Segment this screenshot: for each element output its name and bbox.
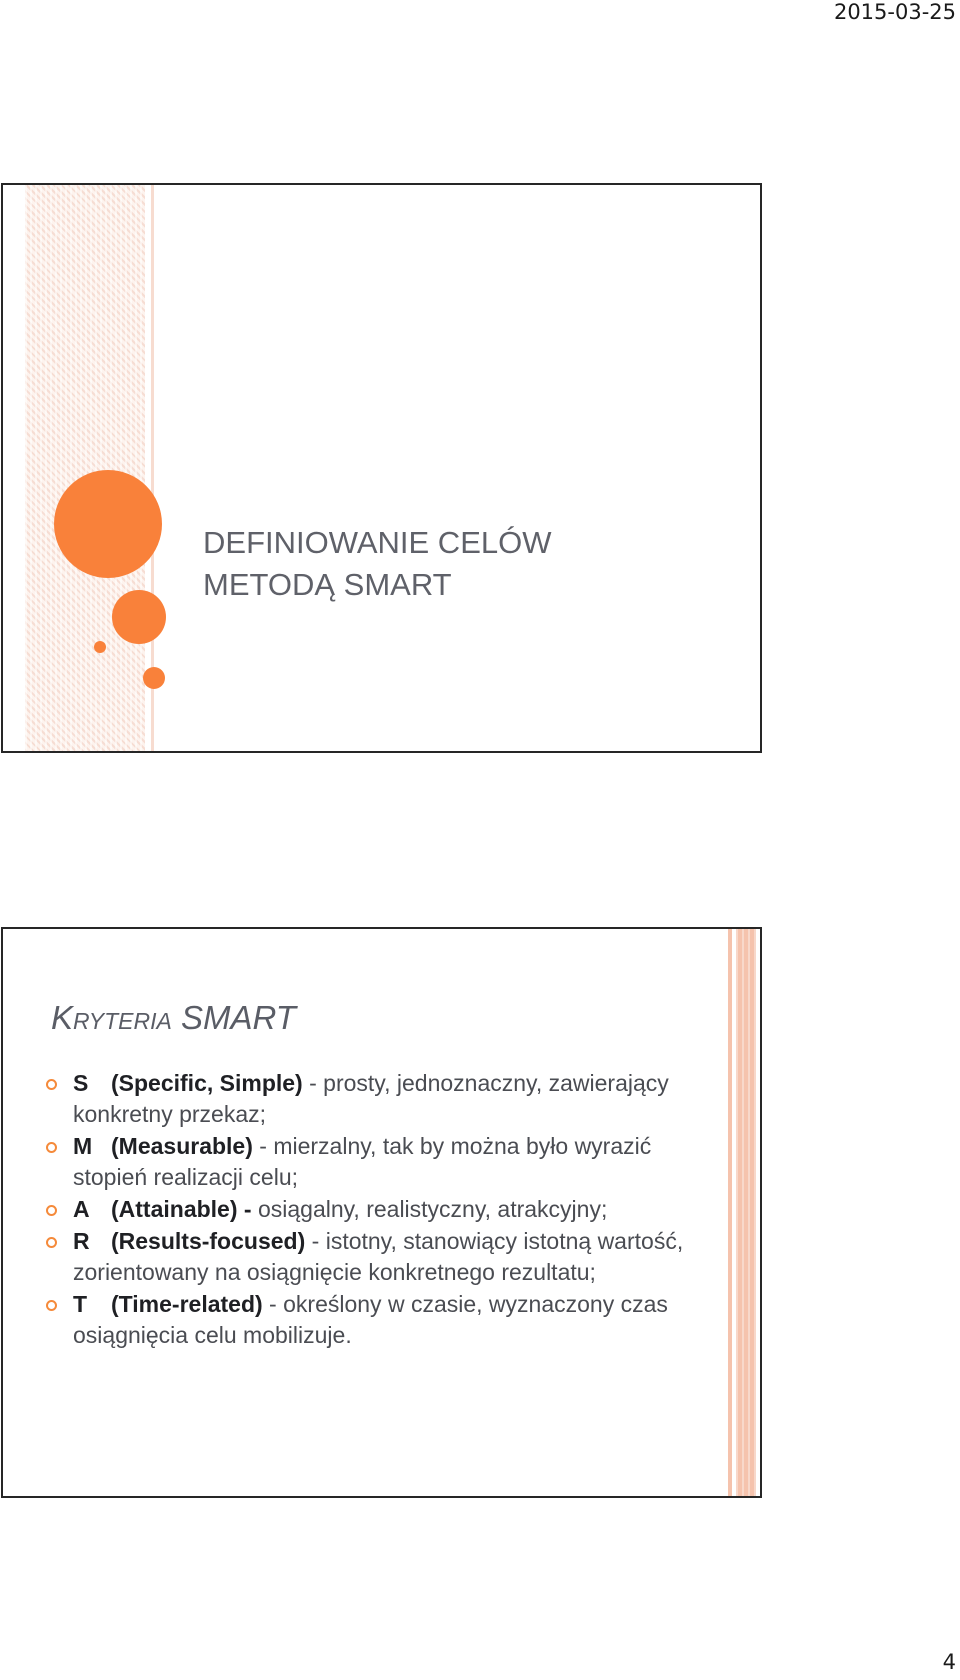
criteria-item-a [73,1194,713,1225]
bullet-icon [46,1205,57,1216]
title-small-caps: RYTERIA [73,1008,172,1034]
decorative-circle-tiny [94,641,106,653]
criteria-description: mierzalny, tak by można było wyrazić stopień realizacji celu; [73,1133,652,1190]
decorative-circle-large [54,470,162,578]
criteria-separator: - [252,1133,274,1159]
criteria-term: (Time-related) [111,1291,263,1317]
criteria-separator: - [302,1070,324,1096]
criteria-separator: - [305,1228,326,1254]
criteria-item-t [73,1289,713,1351]
criteria-letter: R [73,1228,90,1254]
decorative-stripe-band [25,185,145,751]
slide-1 [1,183,762,753]
bullet-icon [46,1142,57,1153]
criteria-term: (Results-focused) [111,1228,306,1254]
criteria-description: istotny, stanowiący istotną wartość, zorientowany na osiągnięcie konkretnego rezultatu; [73,1228,684,1285]
title-initial: K [51,999,74,1036]
criteria-description: prosty, jednoznaczny, zawierający konkretny przekaz; [73,1070,669,1127]
criteria-term: (Attainable) - [111,1196,252,1222]
slide-title-line: DEFINIOWANIE CELÓW [203,525,552,560]
criteria-item-s [73,1068,713,1130]
decorative-stripe-lines [736,929,756,1496]
criteria-term: (Measurable) [111,1133,253,1159]
criteria-letter: T [73,1291,88,1317]
slide-title [203,522,743,606]
criteria-list [73,1068,713,1352]
criteria-letter: A [73,1196,90,1222]
criteria-term: (Specific, Simple) [111,1070,303,1096]
decorative-band-line [728,929,732,1496]
criteria-item-m [73,1131,713,1193]
criteria-description: określony w czasie, wyznaczony czas osiągnięcia celu mobilizuje. [73,1291,668,1348]
slide-title [51,999,296,1037]
criteria-separator: - [262,1291,284,1317]
bullet-icon [46,1237,57,1248]
decorative-circle-medium [112,590,166,644]
page-date: 2015-03-25 [833,0,956,24]
slide-title-line: METODĄ SMART [203,567,452,602]
bullet-icon [46,1300,57,1311]
title-word: SMART [171,999,296,1036]
bullet-icon [46,1079,57,1090]
criteria-description: osiągalny, realistyczny, atrakcyjny; [257,1196,608,1222]
criteria-letter: S [73,1070,89,1096]
criteria-letter: M [73,1133,93,1159]
decorative-circle-small [143,667,165,689]
page-number: 4 [942,1650,956,1674]
criteria-item-r [73,1226,713,1288]
slide-2 [1,927,762,1498]
